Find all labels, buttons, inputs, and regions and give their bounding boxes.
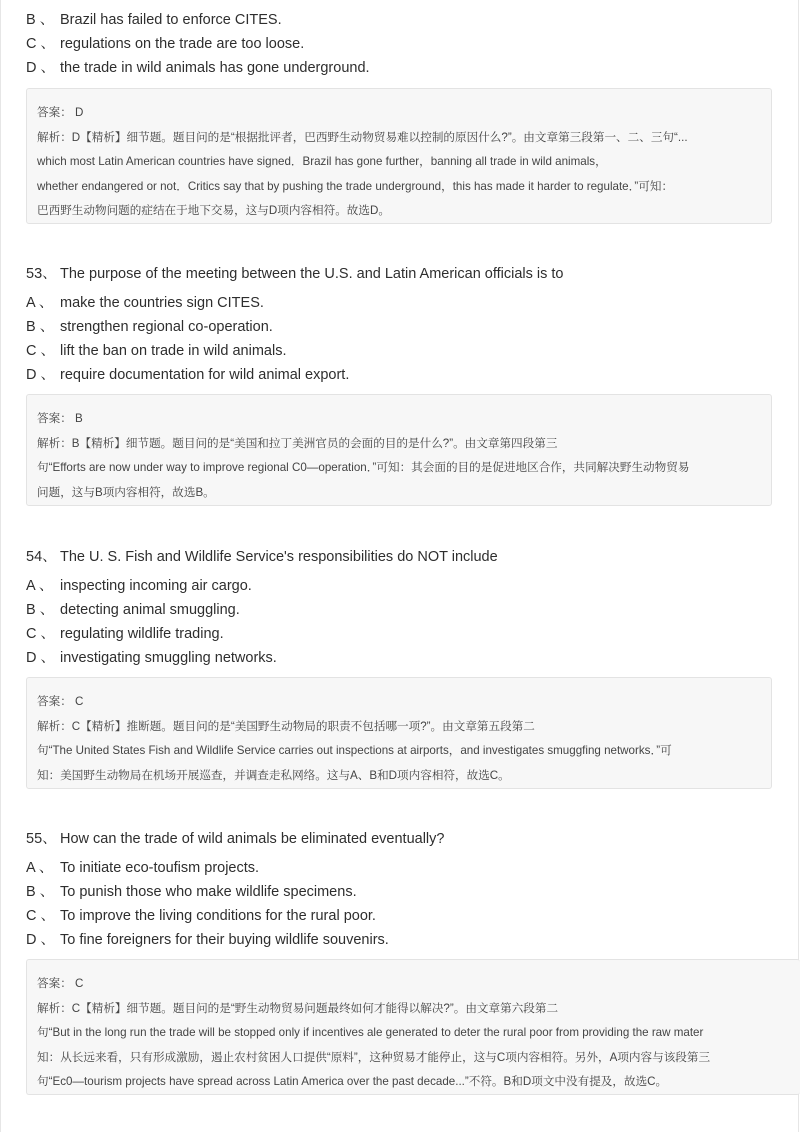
analysis-line: 解析：D【精析】细节题。题目问的是“根据批评者，巴西野生动物贸易难以控制的原因什么?”。由文章第三段第一、二、三句“... <box>37 130 688 144</box>
option-text: investigating smuggling networks. <box>60 650 277 666</box>
analysis-line: 解析：C【精析】细节题。题目问的是“野生动物贸易问题最终如何才能得以解决?”。由文章第六段第二 <box>37 1001 559 1015</box>
option-text: require documentation for wild animal export. <box>60 367 350 383</box>
option-letter: B 、 <box>26 12 55 28</box>
option-text: regulations on the trade are too loose. <box>60 36 305 52</box>
q52-answer-box <box>26 88 772 224</box>
option-letter: A 、 <box>26 295 54 311</box>
question-number: 55、 <box>26 831 57 847</box>
option-letter: C 、 <box>26 626 55 642</box>
option-text: strengthen regional co-operation. <box>60 319 273 335</box>
option-letter: A 、 <box>26 578 54 594</box>
option-letter: D 、 <box>26 932 55 948</box>
question-text: The U. S. Fish and Wildlife Service's responsibilities do NOT include <box>60 549 498 565</box>
analysis-line: 句“Ec0—tourism projects have spread across Latin America over the past decade...”不符。B和D项文中没有提及，故选C。 <box>37 1075 668 1088</box>
option-letter: D 、 <box>26 60 55 76</box>
answer-label: 答案： C <box>37 695 84 708</box>
q53-option-c <box>26 339 287 360</box>
analysis-line: 解析：B【精析】细节题。题目问的是“美国和拉丁美洲官员的会面的目的是什么?”。由文章第四段第三 <box>37 436 558 450</box>
q54-option-a <box>26 574 252 595</box>
option-text: regulating wildlife trading. <box>60 626 224 642</box>
option-text: To fine foreigners for their buying wildlife souvenirs. <box>60 932 389 948</box>
answer-label: 答案： B <box>37 412 83 425</box>
option-text: To improve the living conditions for the rural poor. <box>60 908 376 924</box>
q52-option-d <box>26 56 370 77</box>
question-text: The purpose of the meeting between the U.S. and Latin American officials is to <box>60 266 564 282</box>
option-letter: C 、 <box>26 36 55 52</box>
q53-option-d <box>26 363 349 384</box>
option-letter: A 、 <box>26 860 54 876</box>
question-number: 54、 <box>26 549 57 565</box>
option-text: inspecting incoming air cargo. <box>60 578 252 594</box>
option-text: Brazil has failed to enforce CITES. <box>60 12 282 28</box>
q55-option-d <box>26 928 389 949</box>
q53-question <box>26 262 564 283</box>
q55-question <box>26 827 444 848</box>
option-letter: C 、 <box>26 343 55 359</box>
option-letter: B 、 <box>26 884 55 900</box>
analysis-line: 巴西野生动物问题的症结在于地下交易，这与D项内容相符。故选D。 <box>37 204 390 217</box>
q55-option-b <box>26 880 357 901</box>
q54-answer-box <box>26 677 772 789</box>
analysis-line: whether endangered or not．Critics say that by pushing the trade underground，this has made it harder to regulate．”可知： <box>37 179 674 193</box>
option-text: the trade in wild animals has gone underground. <box>60 60 370 76</box>
option-text: To punish those who make wildlife specimens. <box>60 884 357 900</box>
q53-answer-box <box>26 394 772 506</box>
option-letter: B 、 <box>26 602 55 618</box>
analysis-line: which most Latin American countries have signed．Brazil has gone further，banning all trade in wild animals， <box>37 155 607 168</box>
q52-option-b <box>26 8 282 29</box>
analysis-line: 句“Efforts are now under way to improve regional C0—operation．”可知：其会面的目的是促进地区合作，共同解决野生动物贸易 <box>37 461 690 474</box>
q55-answer-box <box>26 959 800 1095</box>
analysis-line: 知：从长远来看，只有形成激励，遏止农村贫困人口提供“原料”，这种贸易才能停止，这与C项内容相符。另外，A项内容与该段第三 <box>37 1050 711 1064</box>
option-text: make the countries sign CITES. <box>60 295 264 311</box>
analysis-line: 问题，这与B项内容相符，故选B。 <box>37 485 215 499</box>
analysis-line: 句“The United States Fish and Wildlife Service carries out inspections at airports，and investigates smuggfing networks．”可 <box>37 744 672 757</box>
question-number: 53、 <box>26 266 57 282</box>
option-letter: B 、 <box>26 319 55 335</box>
q54-option-d <box>26 646 277 667</box>
analysis-line: 句“But in the long run the trade will be stopped only if incentives ale generated to deter the rural poor from providing the raw mater <box>37 1026 704 1039</box>
option-text: To initiate eco-toufism projects. <box>60 860 260 876</box>
answer-label: 答案： C <box>37 977 84 990</box>
analysis-line: 解析：C【精析】推断题。题目问的是“美国野生动物局的职责不包括哪一项?”。由文章第五段第二 <box>37 719 535 733</box>
page-border-left <box>0 0 1 1132</box>
q52-option-c <box>26 32 304 53</box>
q53-option-a <box>26 291 264 312</box>
option-letter: D 、 <box>26 650 55 666</box>
analysis-line: 知：美国野生动物局在机场开展巡查，并调查走私网络。这与A、B和D项内容相符，故选C。 <box>37 768 510 782</box>
option-text: lift the ban on trade in wild animals. <box>60 343 287 359</box>
q55-option-c <box>26 904 376 925</box>
q54-option-c <box>26 622 224 643</box>
q54-question <box>26 545 498 566</box>
q53-option-b <box>26 315 273 336</box>
question-text: How can the trade of wild animals be eliminated eventually? <box>60 831 445 847</box>
option-letter: D 、 <box>26 367 55 383</box>
answer-label: 答案： D <box>37 106 84 119</box>
q54-option-b <box>26 598 240 619</box>
option-letter: C 、 <box>26 908 55 924</box>
q55-option-a <box>26 856 259 877</box>
option-text: detecting animal smuggling. <box>60 602 240 618</box>
